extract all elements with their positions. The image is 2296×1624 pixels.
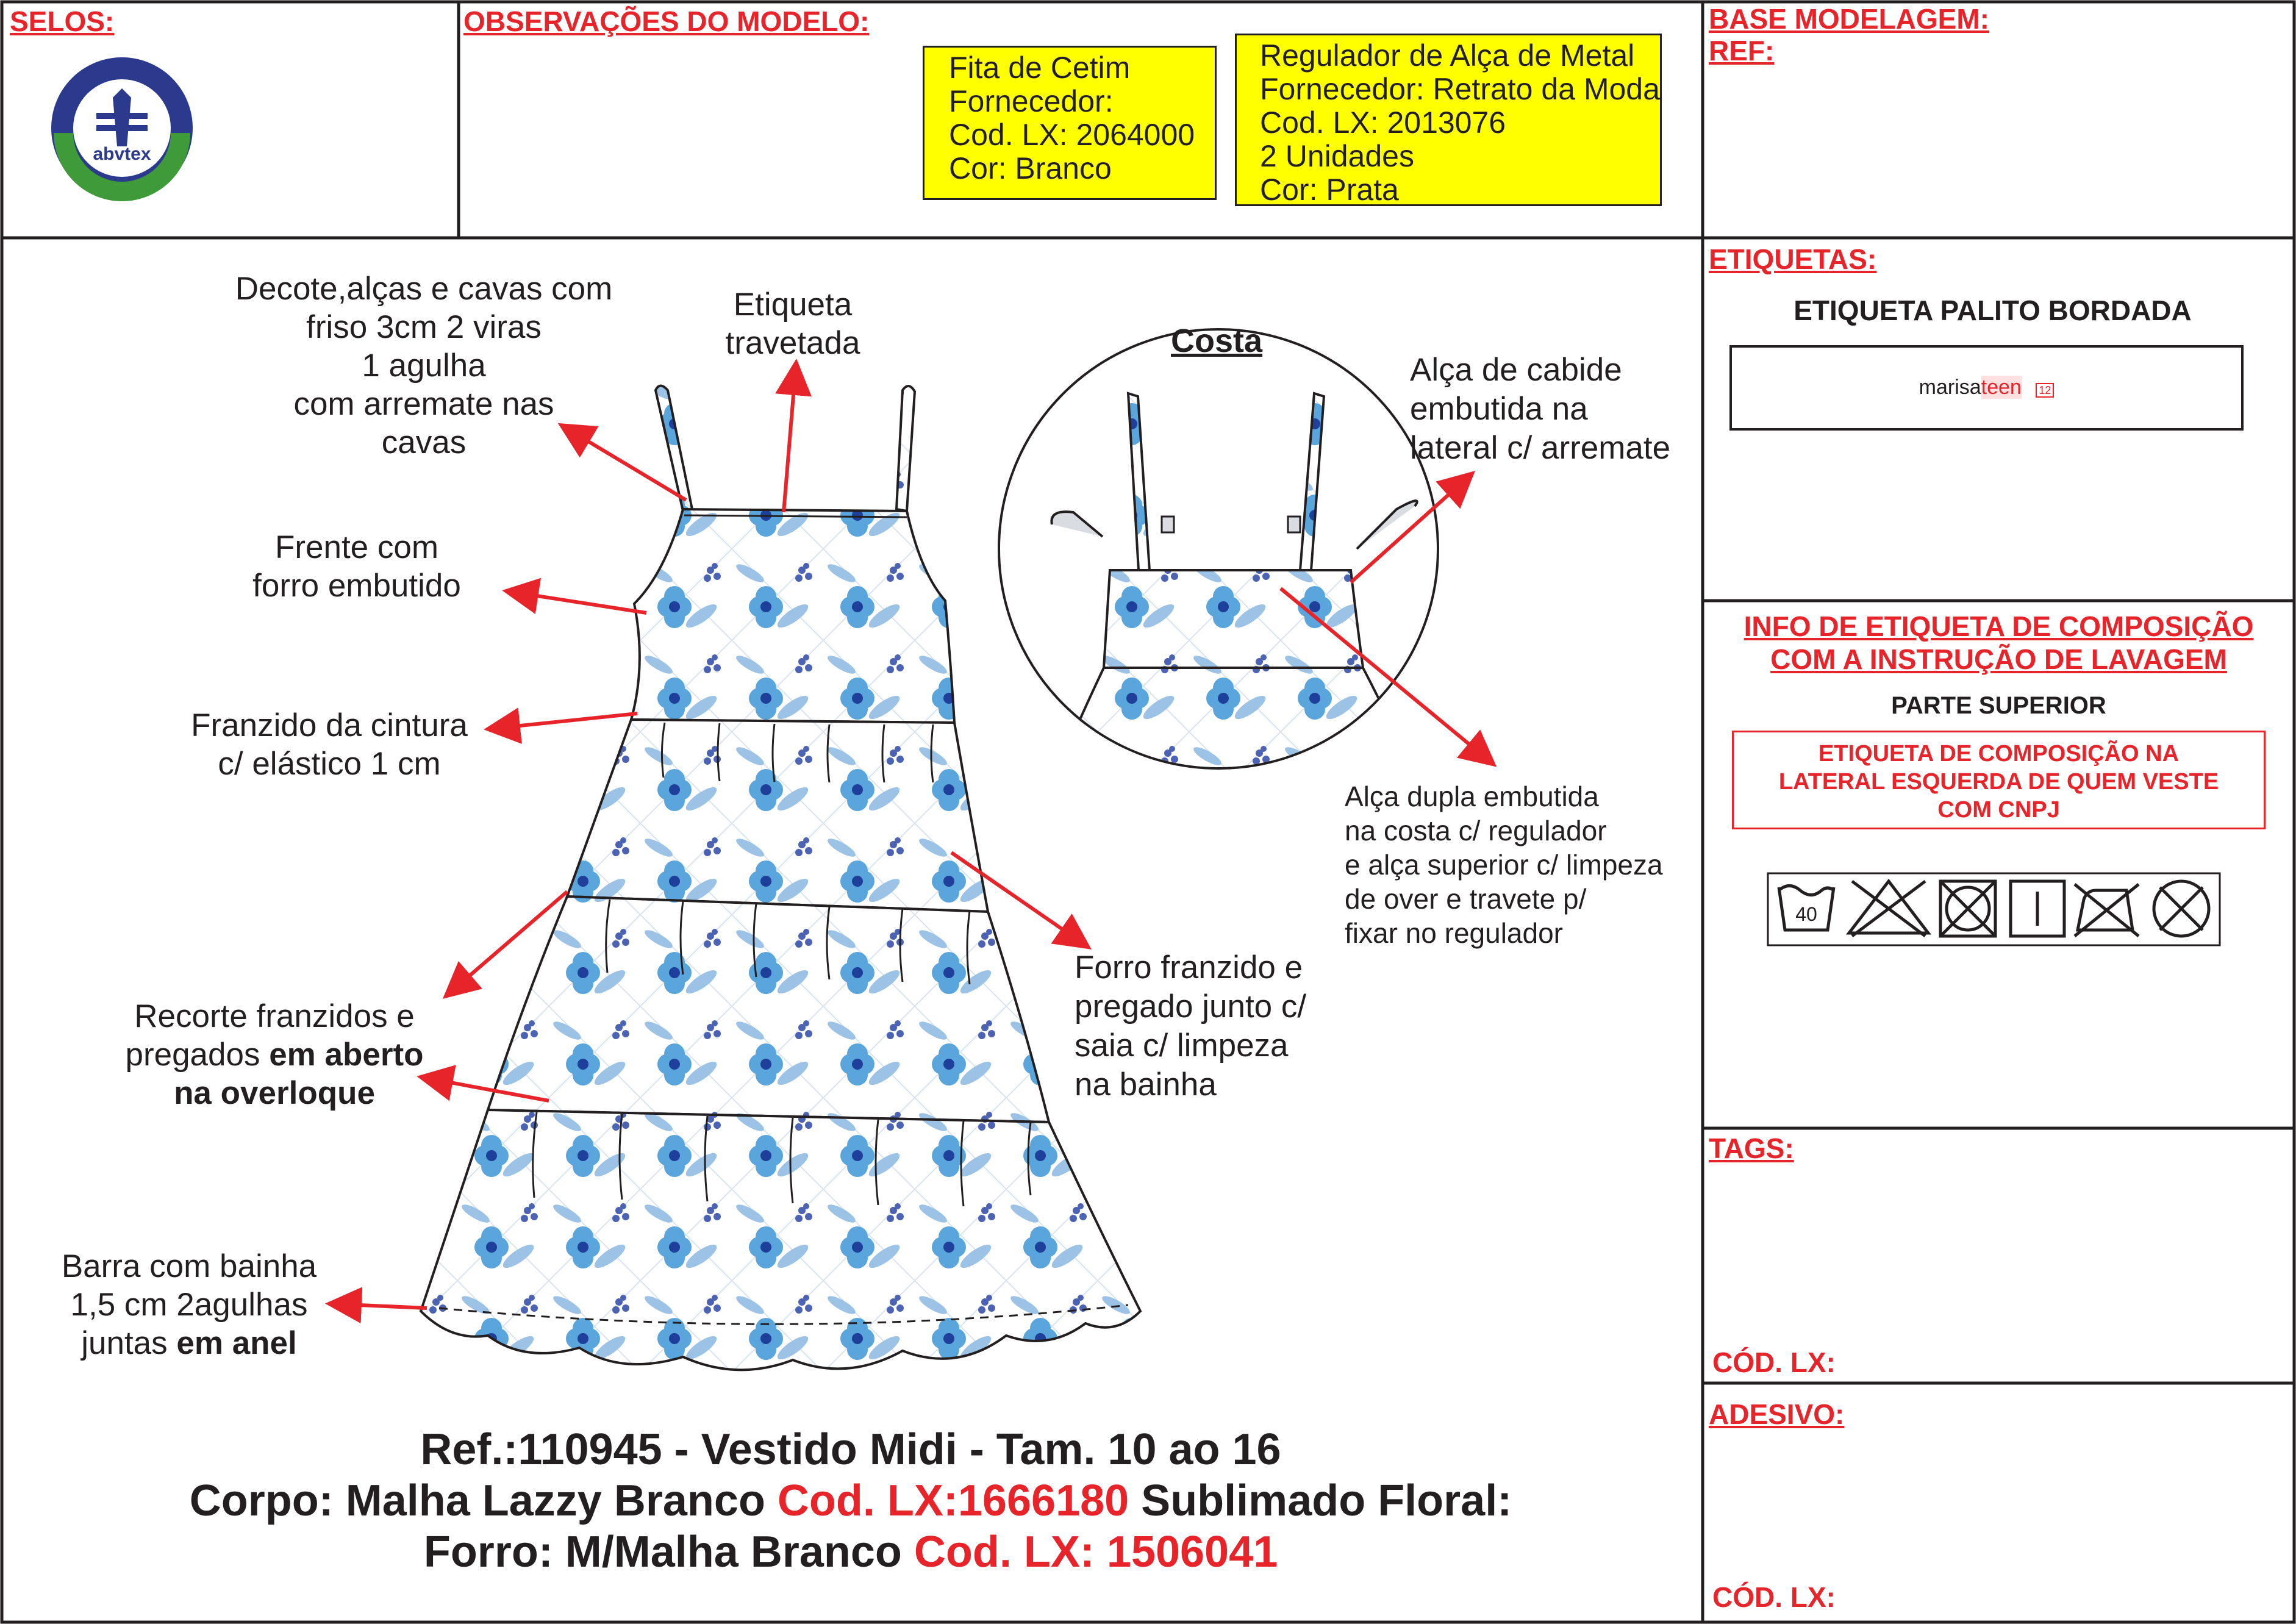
footer-cod: Cod. LX: 1506041: [914, 1528, 1278, 1576]
composicao-header-line: INFO DE ETIQUETA DE COMPOSIÇÃO: [1743, 610, 2254, 642]
footer-ref: Ref.:110945 - Vestido Midi - Tam. 10 ao 16: [420, 1425, 1281, 1474]
etiquetas-header: ETIQUETAS:: [1709, 243, 1877, 275]
regulador-line: Regulador de Alça de Metal: [1260, 38, 1635, 73]
callout-line: fixar no regulador: [1345, 917, 1563, 949]
composicao-header: [1708, 610, 2290, 676]
parte-superior: PARTE SUPERIOR: [1891, 692, 2106, 719]
callout-line: Franzido da cintura: [191, 707, 468, 743]
costa-title: Costa: [1171, 323, 1263, 359]
regulador-line: 2 Unidades: [1260, 139, 1414, 173]
callout-line: saia c/ limpeza: [1075, 1028, 1289, 1064]
callout-decote: [183, 270, 665, 462]
callout-text: pregados: [125, 1037, 270, 1073]
no-bleach-icon: [1849, 881, 1928, 936]
callout-alca-cabide: [1410, 351, 1670, 468]
callout-line: forro embutido: [252, 568, 461, 604]
callout-recorte: [110, 997, 439, 1112]
callout-line: pregado junto c/: [1075, 989, 1307, 1025]
footer-forro: [0, 1526, 1701, 1578]
callout-line: Forro franzido e: [1075, 950, 1303, 985]
fita-line: Cor: Branco: [949, 151, 1112, 185]
brand-marisa: marisa: [1919, 376, 1981, 399]
callout-line: Etiqueta: [733, 287, 853, 323]
callout-line: Frente com: [274, 529, 439, 565]
callout-barra: [37, 1247, 342, 1362]
fita-line: Fita de Cetim: [949, 51, 1131, 85]
callout-franzido: [171, 706, 488, 783]
footer-corpo: [0, 1475, 1701, 1526]
callout-line: friso 3cm 2 viras: [306, 309, 542, 345]
callout-line: travetada: [725, 325, 860, 361]
no-dry-clean-icon: [2154, 881, 2209, 936]
callout-line: c/ elástico 1 cm: [218, 746, 441, 782]
callout-line: Alça dupla embutida: [1345, 781, 1599, 812]
etiqueta-palito-title: ETIQUETA PALITO BORDADA: [1794, 295, 2192, 326]
callout-line: 1,5 cm 2agulhas: [70, 1287, 308, 1323]
callout-forro: [1075, 948, 1306, 1104]
composicao-box-line: LATERAL ESQUERDA DE QUEM VESTE: [1778, 769, 2219, 795]
callout-line: de over e travete p/: [1345, 883, 1587, 915]
composicao-header-line: COM A INSTRUÇÃO DE LAVAGEM: [1770, 643, 2227, 675]
ref-header: REF:: [1709, 35, 1775, 66]
palito-brand: [1732, 376, 2241, 399]
footer-text: Sublimado Floral:: [1129, 1476, 1512, 1525]
callout-line: embutida na: [1410, 391, 1588, 427]
callout-line: Barra com bainha: [61, 1248, 317, 1284]
callout-bold: em anel: [176, 1325, 297, 1361]
callout-line: Decote,alças e cavas com: [235, 271, 613, 307]
callout-line: com arremate nas: [293, 386, 554, 422]
tags-header: TAGS:: [1709, 1132, 1794, 1164]
footer-cod: Cod. LX:1666180: [777, 1476, 1129, 1525]
palito-label-box: [1729, 345, 2244, 431]
wash-40-icon: [1779, 886, 1834, 931]
composicao-box: [1732, 731, 2266, 829]
size-badge: 12: [2036, 383, 2054, 398]
callout-alca-dupla: [1345, 779, 1663, 950]
base-modelagem-header: BASE MODELAGEM:: [1709, 3, 1989, 35]
wash-temp: 40: [1795, 903, 1817, 925]
regulador-line: Cod. LX: 2013076: [1260, 106, 1506, 140]
callout-etiqueta: [689, 285, 896, 362]
adesivo-header: ADESIVO:: [1709, 1398, 1845, 1430]
composicao-box-line: COM CNPJ: [1937, 797, 2060, 823]
callout-line: Alça de cabide: [1410, 352, 1622, 388]
selos-header: SELOS:: [10, 5, 115, 37]
composicao-box-line: ETIQUETA DE COMPOSIÇÃO NA: [1818, 741, 2180, 767]
callout-line: na bainha: [1075, 1067, 1217, 1103]
footer-text: Forro: M/Malha Branco: [423, 1528, 914, 1576]
callout-line: cavas: [381, 424, 467, 460]
adesivo-cod: CÓD. LX:: [1712, 1581, 1836, 1613]
observacoes-header: OBSERVAÇÕES DO MODELO:: [463, 5, 870, 37]
callout-line: 1 agulha: [362, 348, 486, 384]
no-tumble-dry-icon: [1940, 881, 1995, 936]
callout-text: juntas: [81, 1325, 177, 1361]
callout-line: e alça superior c/ limpeza: [1345, 849, 1663, 881]
callout-bold: na overloque: [174, 1075, 375, 1111]
line-dry-icon: [2011, 881, 2064, 936]
care-symbols: [1767, 872, 2221, 946]
seal-brand: abvtex: [93, 144, 151, 164]
callout-frente: [244, 528, 470, 605]
model-footer: [0, 1424, 1701, 1578]
fita-line: Fornecedor:: [949, 84, 1114, 118]
footer-text: Corpo: Malha Lazzy Branco: [189, 1476, 778, 1525]
callout-line: na costa c/ regulador: [1345, 815, 1607, 846]
brand-teen: teen: [1981, 376, 2022, 399]
callout-line: lateral c/ arremate: [1410, 430, 1671, 466]
regulador-line: Fornecedor: Retrato da Moda: [1260, 72, 1660, 106]
tags-cod: CÓD. LX:: [1712, 1347, 1836, 1378]
callout-line: Recorte franzidos e: [134, 998, 415, 1034]
regulador-line: Cor: Prata: [1260, 173, 1399, 207]
fita-line: Cod. LX: 2064000: [949, 118, 1195, 152]
callout-bold: em aberto: [269, 1037, 424, 1073]
no-iron-icon: [2075, 884, 2139, 936]
